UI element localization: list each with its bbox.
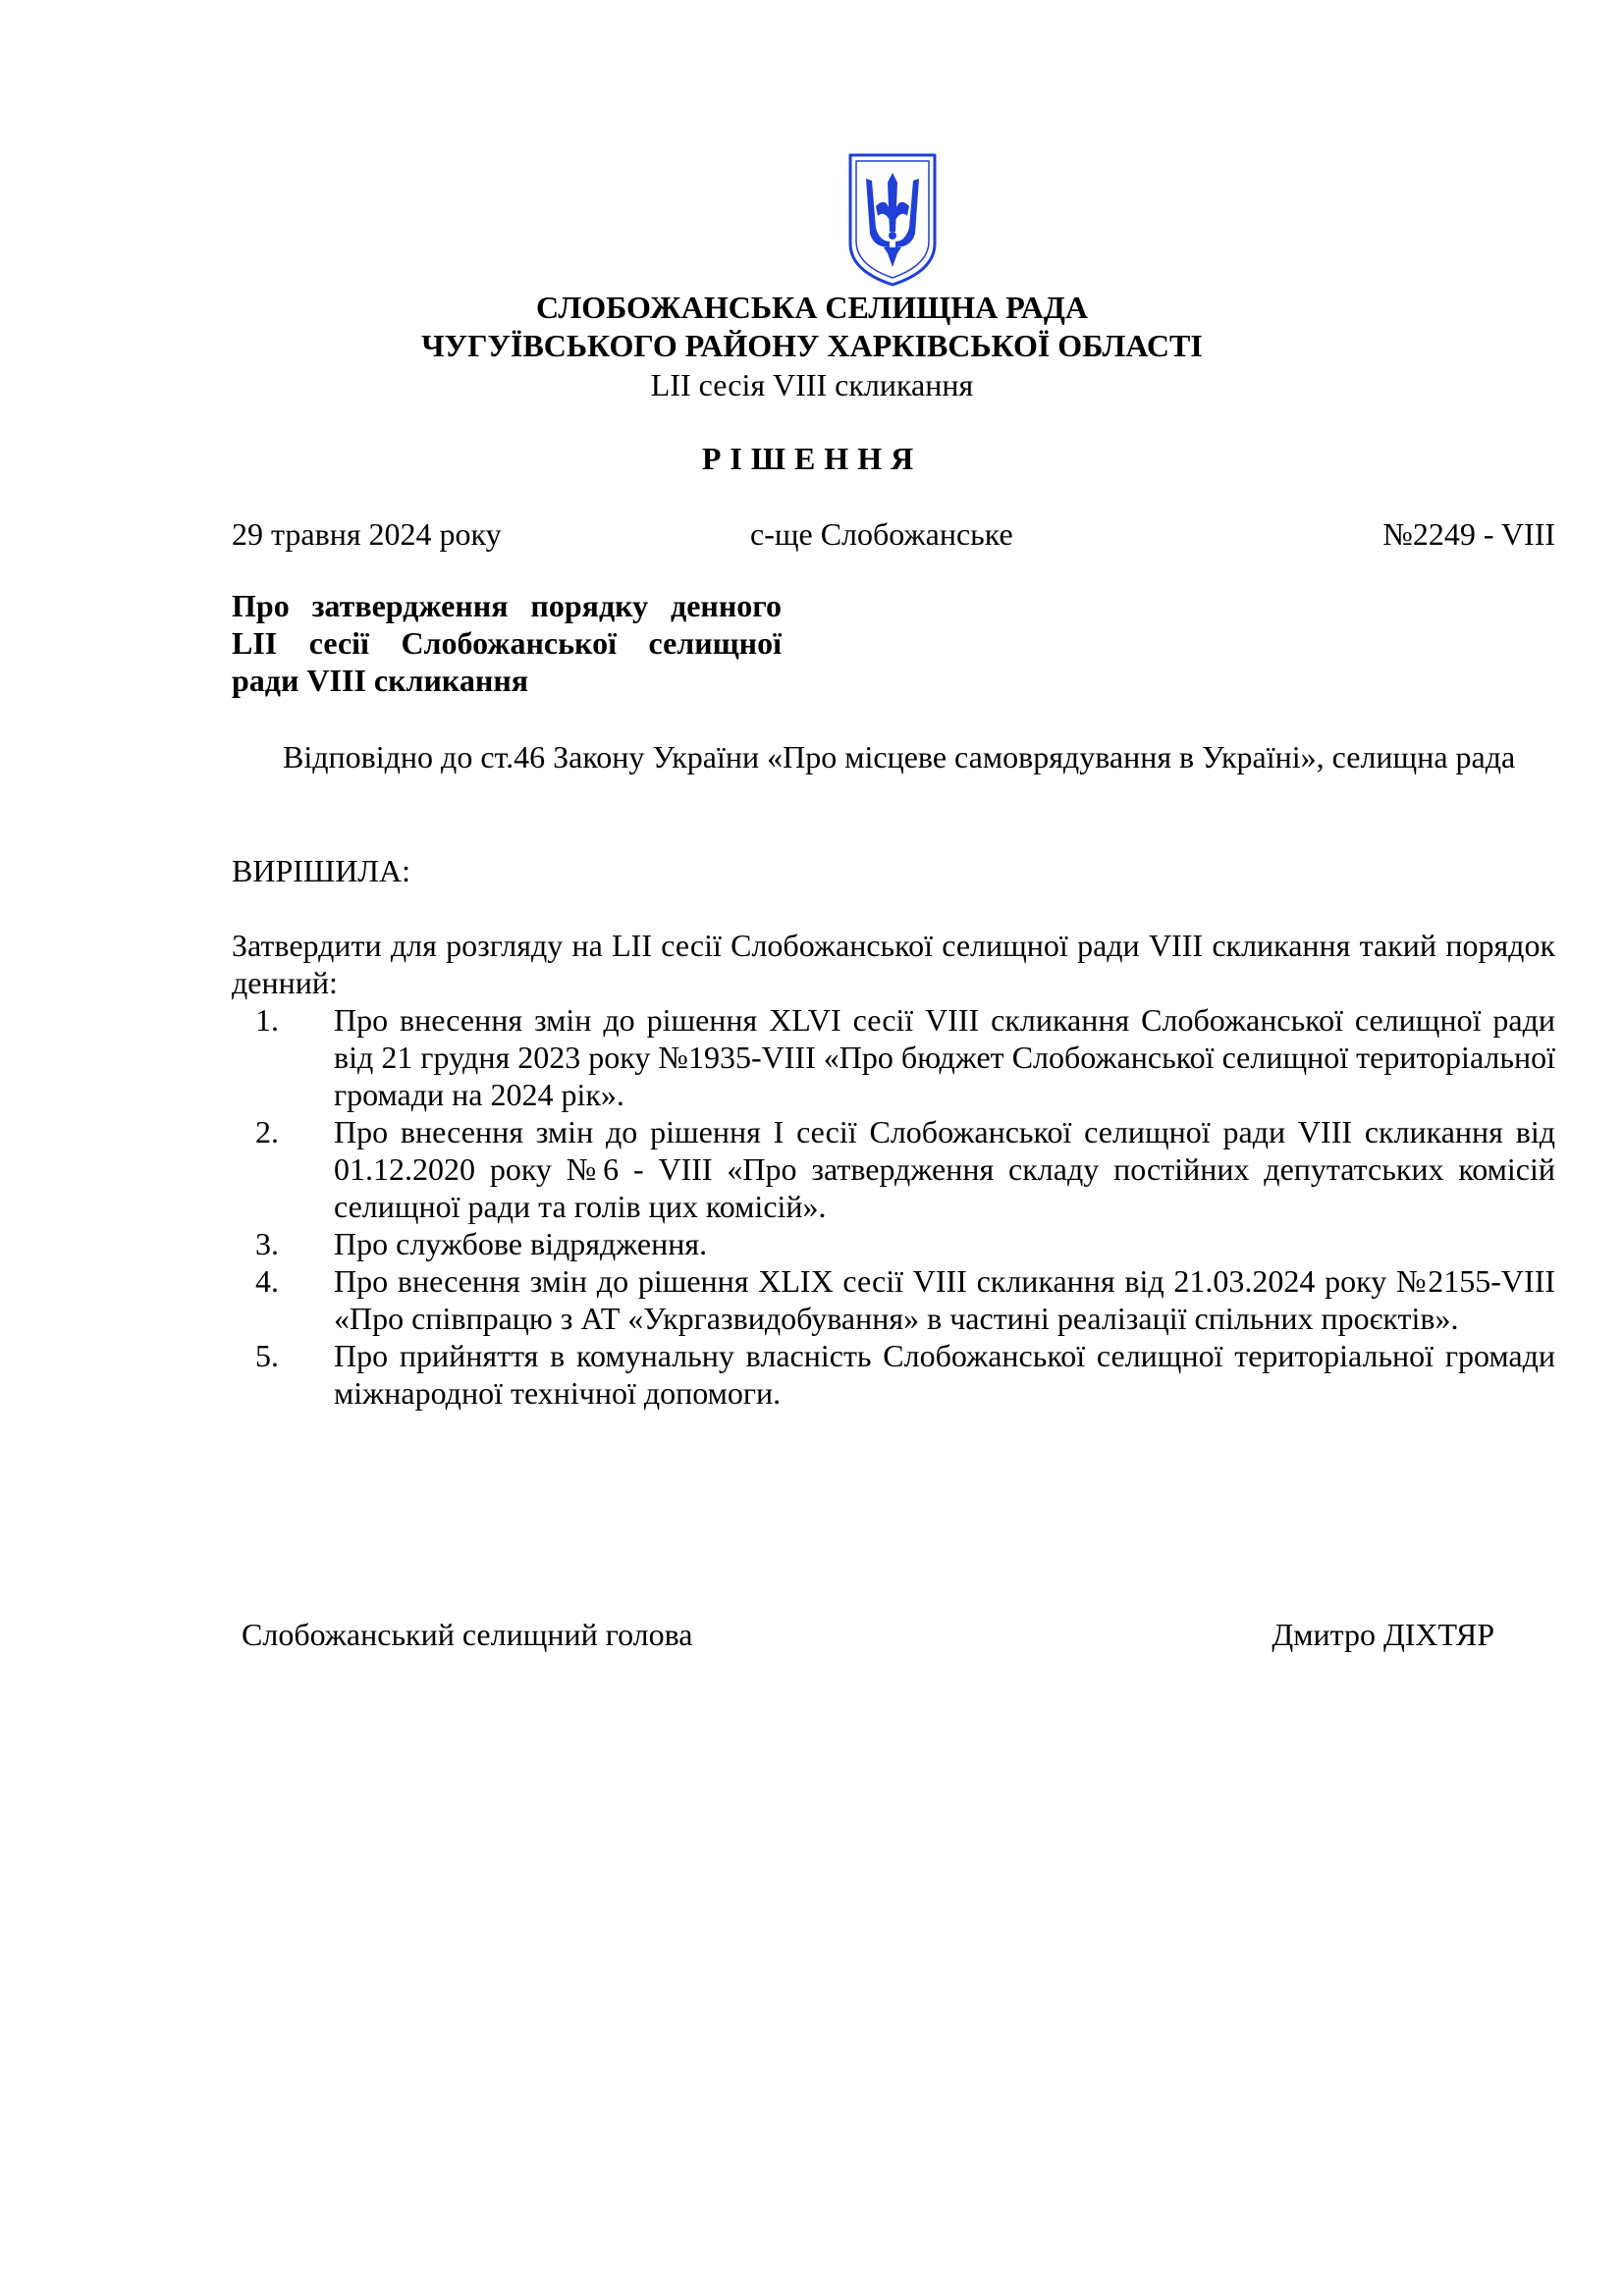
approve-paragraph: Затвердити для розгляду на LII сесії Слобожанської селищної ради VIII скликання такий порядок денний:: [232, 928, 1555, 1000]
trident-coat-of-arms-icon: [846, 151, 939, 289]
signatory-title: Слобожанський селищний голова: [242, 1617, 693, 1652]
decision-place: с-ще Слобожанське: [750, 516, 1013, 552]
agenda-item-number: 4.: [255, 1263, 279, 1299]
decision-meta-row: [232, 514, 1555, 554]
decision-number: №2249 - VIII: [1382, 516, 1555, 552]
agenda-item-text: Про службове відрядження.: [334, 1226, 708, 1261]
agenda-item: [232, 1001, 1555, 1113]
agenda-list: [232, 1001, 1555, 1412]
agenda-item-text: Про внесення змін до рішення XLVI сесії VIII скликання Слобожанської селищної ради від 21 грудня 2023 року №1935-VIII «Про бюджет Слобожанської селищної територіальної громади на 2024 рік».: [334, 1002, 1555, 1112]
agenda-item-text: Про прийняття в комунальну власність Слобожанської селищної територіальної громади міжнародної технічної допомоги.: [334, 1338, 1555, 1411]
agenda-item-number: 1.: [255, 1002, 279, 1038]
preamble-paragraph: Відповідно до ст.46 Закону України «Про місцеве самоврядування в Україні», селищна рада: [283, 739, 1516, 774]
agenda-item: [232, 1113, 1555, 1225]
agenda-item: [232, 1262, 1555, 1337]
resolved-heading: ВИРІШИЛА:: [232, 853, 410, 888]
decision-subject: [232, 587, 782, 699]
subject-line: LII сесії Слобожанської селищної: [232, 625, 782, 661]
document-type-title: РІШЕННЯ: [701, 441, 923, 476]
subject-line: Про затвердження порядку денного: [232, 588, 782, 623]
agenda-item-text: Про внесення змін до рішення XLIX сесії VIII скликання від 21.03.2024 року №2155-VIII «Про співпрацю з АТ «Укргазвидобування» в частині реалізації спільних проєктів».: [334, 1263, 1555, 1336]
agenda-item-number: 3.: [255, 1226, 279, 1261]
signatory-name: Дмитро ДІХТЯР: [1272, 1617, 1494, 1652]
agenda-item-text: Про внесення змін до рішення І сесії Слобожанської селищної ради VIII скликання від 01.12.2020 року №6 - VIII «Про затвердження складу постійних депутатських комісій селищної ради та голів цих комісій».: [334, 1114, 1555, 1224]
session-line: LII сесія VIII скликання: [650, 367, 974, 402]
decision-date: 29 травня 2024 року: [232, 516, 502, 552]
council-name: СЛОБОЖАНСЬКА СЕЛИЩНА РАДА: [536, 290, 1088, 325]
agenda-item-number: 2.: [255, 1114, 279, 1149]
district-name: ЧУГУЇВСЬКОГО РАЙОНУ ХАРКІВСЬКОЇ ОБЛАСТІ: [421, 328, 1203, 363]
agenda-item-number: 5.: [255, 1338, 279, 1373]
agenda-item: [232, 1337, 1555, 1412]
subject-line: ради VIII скликання: [232, 663, 529, 698]
agenda-item: [232, 1225, 1555, 1262]
